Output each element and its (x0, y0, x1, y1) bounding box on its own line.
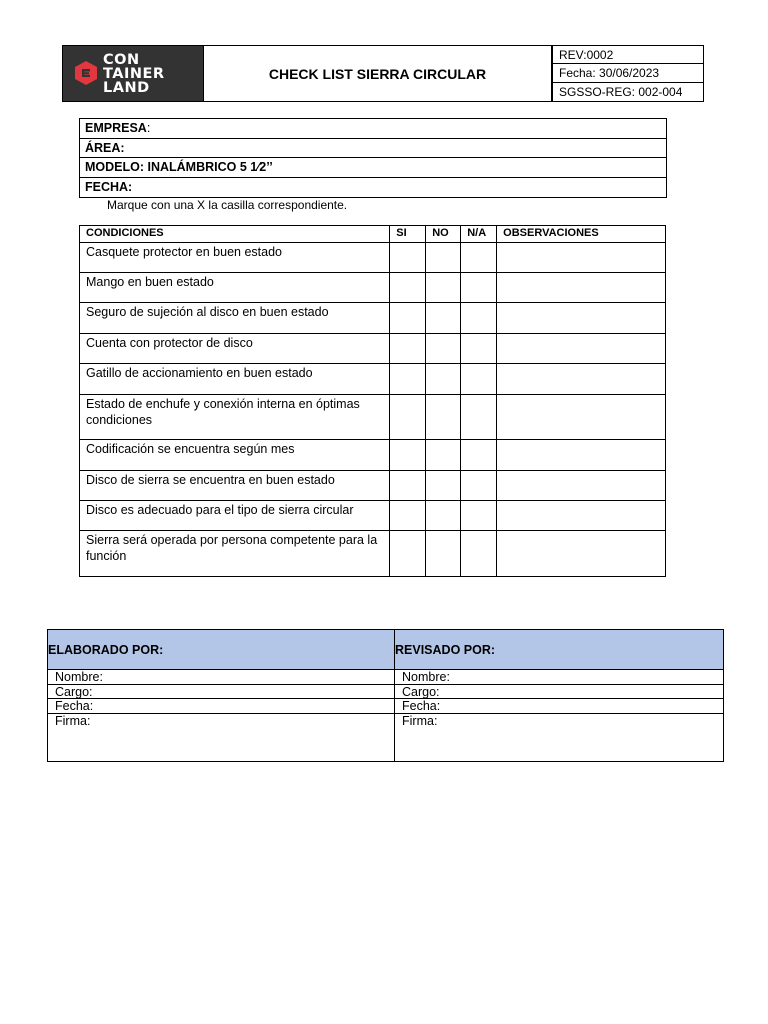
na-cell[interactable] (461, 471, 497, 501)
observaciones-cell[interactable] (497, 364, 666, 395)
empresa-label: EMPRESA (85, 121, 147, 135)
fecha-field[interactable] (80, 178, 666, 198)
si-cell[interactable] (390, 440, 426, 471)
si-cell[interactable] (390, 471, 426, 501)
meta-date: Fecha: 30/06/2023 (553, 64, 703, 82)
elaborado-firma-field[interactable]: Firma: (55, 713, 91, 728)
document-title: CHECK LIST SIERRA CIRCULAR (204, 45, 552, 102)
elaborado-cargo-field[interactable]: Cargo: (48, 685, 394, 700)
condition-text: Disco es adecuado para el tipo de sierra circular (80, 501, 390, 531)
document-meta (552, 45, 704, 102)
modelo-label: MODELO: INALÁMBRICO 5 1⁄2’’ (85, 160, 273, 174)
observaciones-cell[interactable] (497, 334, 666, 364)
si-cell[interactable] (390, 395, 426, 440)
si-cell[interactable] (390, 243, 426, 273)
observaciones-cell[interactable] (497, 273, 666, 303)
si-cell[interactable] (390, 334, 426, 364)
condition-text: Casquete protector en buen estado (80, 243, 390, 273)
col-condiciones: CONDICIONES (80, 226, 390, 243)
empresa-field[interactable] (80, 119, 666, 139)
revisado-firma-field[interactable]: Firma: (402, 713, 438, 728)
na-cell[interactable] (461, 273, 497, 303)
elaborado-nombre-field[interactable]: Nombre: (48, 670, 394, 685)
condition-text: Mango en buen estado (80, 273, 390, 303)
si-cell[interactable] (390, 501, 426, 531)
na-cell[interactable] (461, 364, 497, 395)
area-label: ÁREA: (85, 140, 125, 155)
empresa-colon: : (146, 121, 151, 135)
logo-line-3: LAND (103, 80, 150, 96)
col-observaciones: OBSERVACIONES (497, 226, 666, 243)
fecha-label: FECHA: (85, 179, 133, 194)
table-row (80, 273, 666, 303)
document-code: SGSSO-REG: 002-004 (559, 84, 683, 99)
no-cell[interactable] (426, 364, 461, 395)
no-cell[interactable] (426, 273, 461, 303)
table-row (80, 334, 666, 364)
condition-text: Sierra será operada por persona competente para la función (80, 531, 390, 577)
no-cell[interactable] (426, 334, 461, 364)
checklist-table (79, 225, 666, 577)
condition-text: Estado de enchufe y conexión interna en óptimas condiciones (80, 395, 390, 440)
checklist-header-row (80, 226, 666, 243)
si-cell[interactable] (390, 531, 426, 577)
si-cell[interactable] (390, 303, 426, 334)
observaciones-cell[interactable] (497, 303, 666, 334)
container-logo-icon (73, 60, 99, 86)
revision: REV:0002 (553, 46, 703, 64)
na-cell[interactable] (461, 531, 497, 577)
na-cell[interactable] (461, 501, 497, 531)
table-row (80, 303, 666, 334)
logo-line-2: TAINER (103, 66, 165, 82)
col-no: NO (426, 226, 461, 243)
revisado-por-header: REVISADO POR: (395, 630, 724, 670)
col-na: N/A (461, 226, 497, 243)
logo-wordmark (103, 53, 165, 95)
observaciones-cell[interactable] (497, 471, 666, 501)
company-info (79, 118, 667, 198)
condition-text: Cuenta con protector de disco (80, 334, 390, 364)
table-row (80, 501, 666, 531)
no-cell[interactable] (426, 395, 461, 440)
observaciones-cell[interactable] (497, 501, 666, 531)
na-cell[interactable] (461, 243, 497, 273)
revisado-nombre-field[interactable]: Nombre: (395, 670, 723, 685)
elaborado-por-header: ELABORADO POR: (48, 630, 395, 670)
no-cell[interactable] (426, 243, 461, 273)
si-cell[interactable] (390, 273, 426, 303)
no-cell[interactable] (426, 471, 461, 501)
table-row (80, 531, 666, 577)
no-cell[interactable] (426, 501, 461, 531)
na-cell[interactable] (461, 440, 497, 471)
observaciones-cell[interactable] (497, 440, 666, 471)
elaborado-por-fields (48, 670, 395, 762)
observaciones-cell[interactable] (497, 395, 666, 440)
logo-line-1: CON (103, 52, 140, 68)
revisado-cargo-field[interactable]: Cargo: (395, 685, 723, 700)
na-cell[interactable] (461, 395, 497, 440)
table-row (80, 243, 666, 273)
signoff-table (47, 629, 724, 762)
no-cell[interactable] (426, 440, 461, 471)
table-row (80, 364, 666, 395)
area-field[interactable] (80, 139, 666, 159)
no-cell[interactable] (426, 531, 461, 577)
na-cell[interactable] (461, 303, 497, 334)
instruction-text: Marque con una X la casilla correspondiente. (107, 198, 348, 212)
na-cell[interactable] (461, 334, 497, 364)
modelo-field[interactable] (80, 158, 666, 178)
condition-text: Codificación se encuentra según mes (80, 440, 390, 471)
revisado-fecha-field[interactable]: Fecha: (395, 699, 723, 714)
elaborado-fecha-field[interactable]: Fecha: (48, 699, 394, 714)
company-logo (62, 45, 204, 102)
table-row (80, 395, 666, 440)
condition-text: Gatillo de accionamiento en buen estado (80, 364, 390, 395)
si-cell[interactable] (390, 364, 426, 395)
table-row (80, 471, 666, 501)
condition-text: Disco de sierra se encuentra en buen estado (80, 471, 390, 501)
col-si: SI (390, 226, 426, 243)
table-row (80, 440, 666, 471)
no-cell[interactable] (426, 303, 461, 334)
condition-text: Seguro de sujeción al disco en buen estado (80, 303, 390, 334)
observaciones-cell[interactable] (497, 243, 666, 273)
observaciones-cell[interactable] (497, 531, 666, 577)
revisado-por-fields (395, 670, 724, 762)
